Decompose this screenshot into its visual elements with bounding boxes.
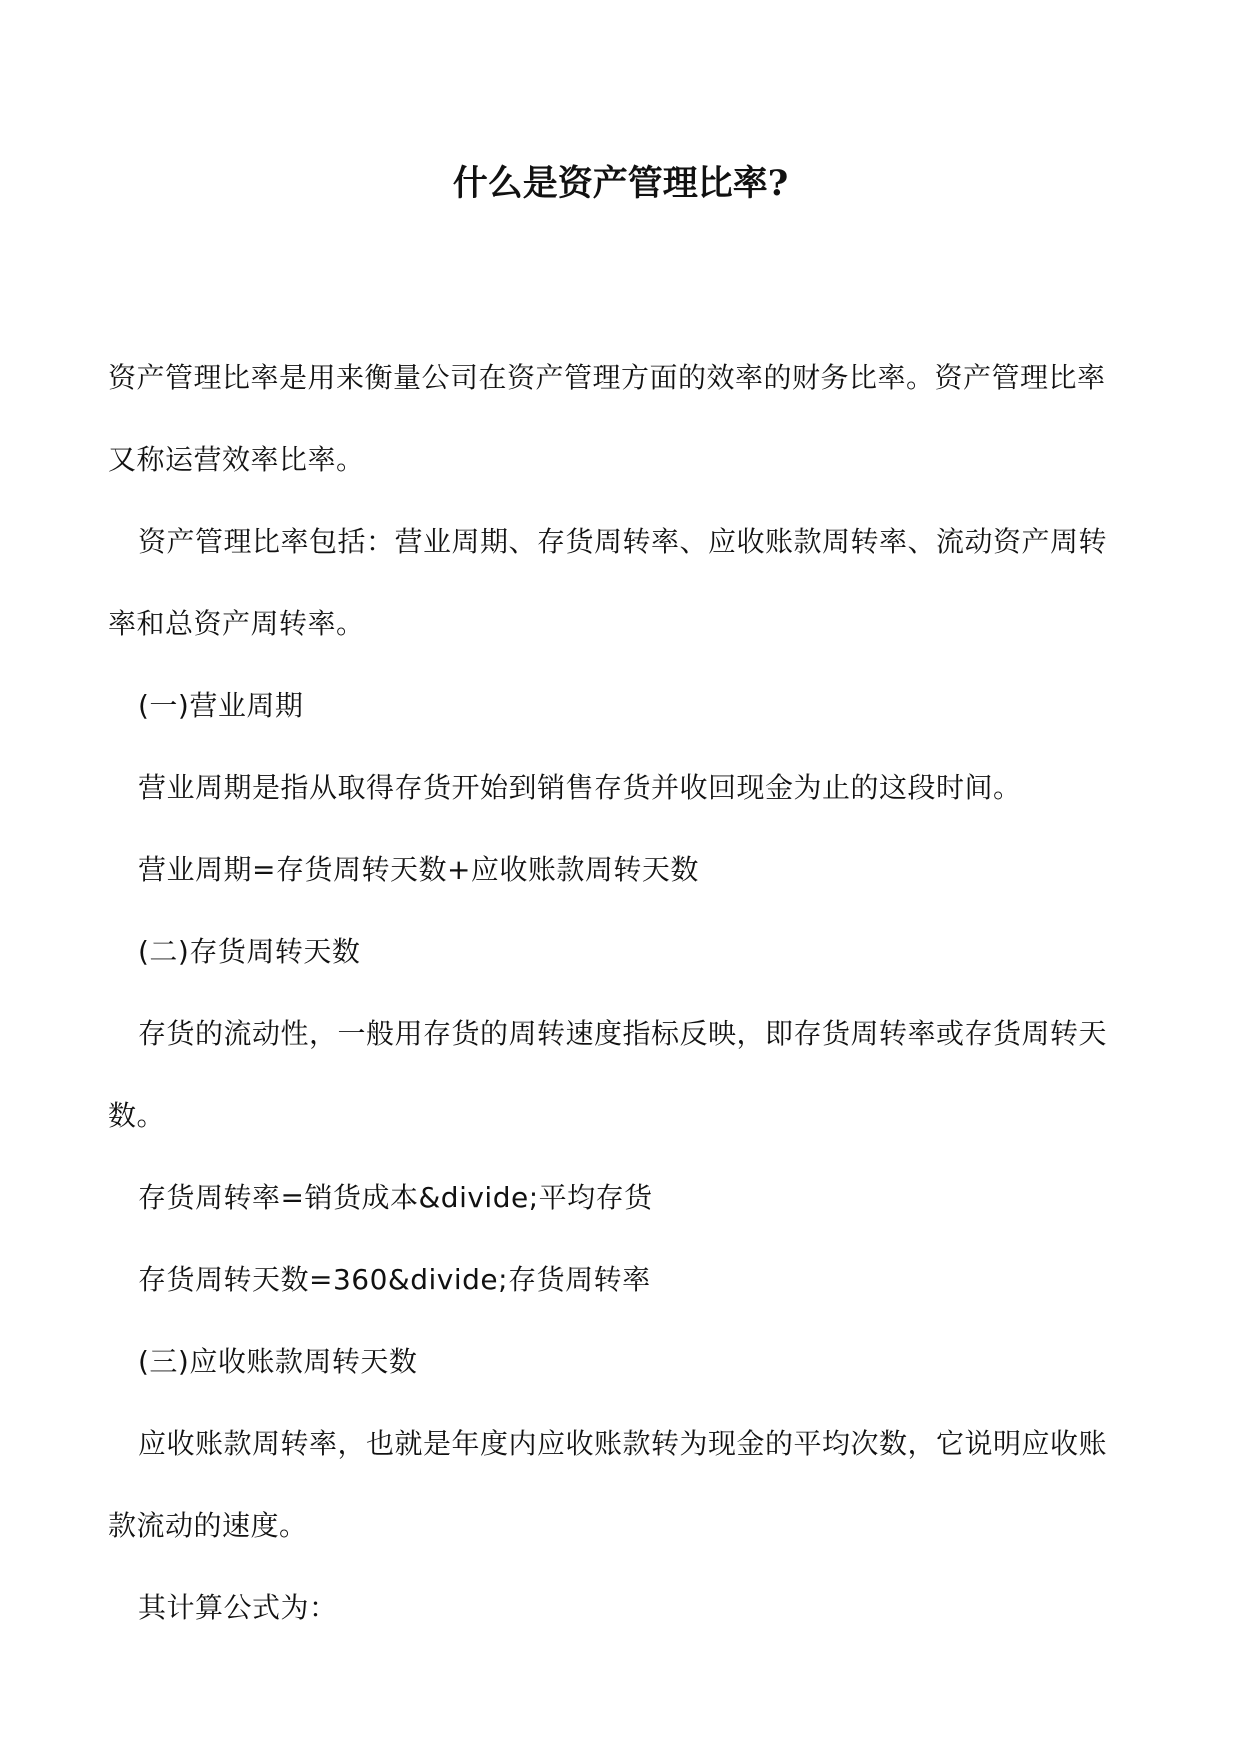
text-line: 存货周转天数=360&divide;存货周转率	[138, 1263, 651, 1296]
paragraph-operating-cycle-definition	[108, 747, 1148, 829]
paragraph-intro	[108, 337, 1148, 501]
text-line: 存货周转率=销货成本&divide;平均存货	[138, 1181, 653, 1214]
text-line: (二)存货周转天数	[138, 935, 361, 968]
text-line: 款流动的速度。	[108, 1509, 308, 1542]
formula-inventory-days	[108, 1239, 1148, 1321]
paragraph-receivables-turnover	[108, 1403, 1148, 1567]
section-heading-operating-cycle	[108, 665, 1148, 747]
paragraph-formula-intro	[108, 1567, 1148, 1649]
paragraph-inventory-liquidity	[108, 993, 1148, 1157]
text-line: 其计算公式为：	[138, 1591, 338, 1624]
paragraph-includes	[108, 501, 1148, 665]
document-title: 什么是资产管理比率?	[452, 163, 789, 204]
formula-operating-cycle	[108, 829, 1148, 911]
text-line: (三)应收账款周转天数	[138, 1345, 418, 1378]
text-line: 营业周期是指从取得存货开始到销售存货并收回现金为止的这段时间。	[138, 771, 1022, 804]
text-line: 存货的流动性，一般用存货的周转速度指标反映，即存货周转率或存货周转天	[138, 1017, 1108, 1050]
text-line: 又称运营效率比率。	[108, 443, 365, 476]
text-line: (一)营业周期	[138, 689, 304, 722]
formula-inventory-turnover	[108, 1157, 1148, 1239]
text-line: 资产管理比率是用来衡量公司在资产管理方面的效率的财务比率。资产管理比率	[108, 361, 1106, 394]
text-line: 数。	[108, 1099, 166, 1132]
text-line: 率和总资产周转率。	[108, 607, 365, 640]
section-heading-receivables-days	[108, 1321, 1148, 1403]
document-body	[108, 337, 1148, 1649]
section-heading-inventory-days	[108, 911, 1148, 993]
text-line: 营业周期=存货周转天数+应收账款周转天数	[138, 853, 699, 886]
text-line: 应收账款周转率，也就是年度内应收账款转为现金的平均次数，它说明应收账	[138, 1427, 1108, 1460]
text-line: 资产管理比率包括：营业周期、存货周转率、应收账款周转率、流动资产周转	[138, 525, 1108, 558]
